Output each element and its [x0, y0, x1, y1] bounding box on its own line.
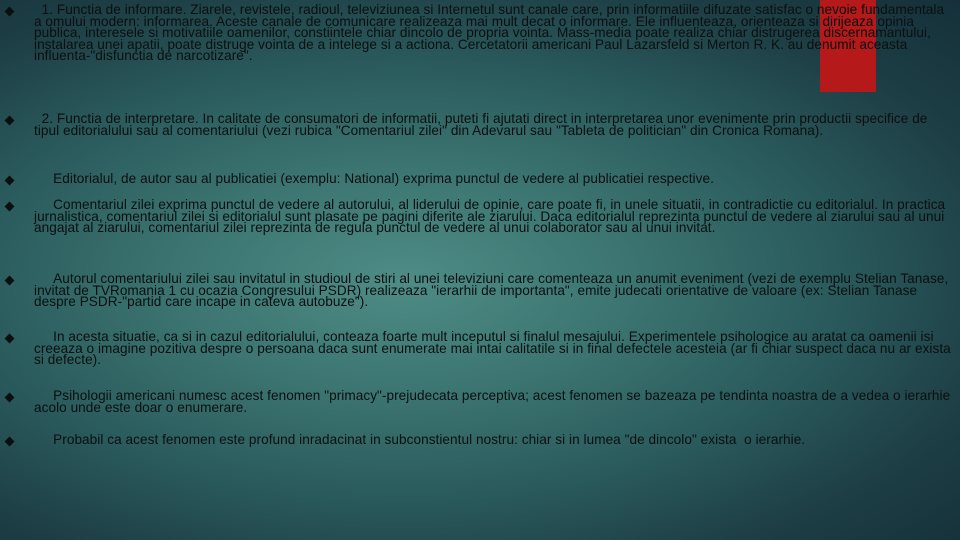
diamond-bullet-icon: [5, 334, 15, 344]
bullet-text: Autorul comentariului zilei sau invitatul in studioul de stiri al unei televiziuni care comenteaza un anumit eveniment (vezi de exemplu Stelian Tanase, invitat de TVRomania 1 cu ocazia Congresului PSDR) realizeaza "ierarhii de importanta", emite judecati orientative de valoare (ex: Stelian Tanase despre PSDR-"partid care incape in cateva autobuze").: [34, 271, 953, 309]
diamond-bullet-icon: [5, 202, 15, 212]
bullet-text: Editorialul, de autor sau al publicatiei (exemplu: National) exprima punctul de vedere al publicatiei respective.: [34, 171, 714, 186]
bullet-text: 1. Functia de informare. Ziarele, revistele, radioul, televiziunea si Internetul sunt canale care, prin informatiile difuzate satisfac o nevoie fundamentala a omului modern: informarea. Aceste canale de comunicare realizeaza mai mult decat o informare. Ele influenteaza, orienteaza si dirijeaza opinia publica, interesele si motivatiile oamenilor, constiintele chiar dincolo de propria vointa. Mass-media poate realiza chiar distrugerea discernamantului, instalarea unei apatii, poate distruge vointa de a intelege si a actiona. Cercetatorii americani Paul Lazarsfeld si Merton R. K. au denumit aceasta influenta-"disfunctia de narcotizare".: [34, 2, 948, 63]
diamond-bullet-icon: [5, 116, 15, 126]
bullet-text: In acesta situatie, ca si in cazul editorialului, conteaza foarte mult inceputul si finalul mesajului. Experimentele psihologice au aratat ca oamenii isi creeaza o imagine pozitiva despre o persoana daca sunt enumerate mai intai calitatile si in final defectele acesteia (ar fi chiar suspect daca nu ar exista si defecte).: [34, 329, 955, 367]
bullet-text: Comentariul zilei exprima punctul de vedere al autorului, al liderului de opinie, care poate fi, in unele situatii, in contradictie cu editorialul. In practica jurnalistica, comentariul zilei si editorialul sunt plasate pe pagini diferite ale ziarului. Daca editorialul reprezinta punctul de vedere al ziarului sau al unui angajat al ziarului, comentariul zilei reprezinta de regula punctul de vedere al unui colaborator sau al unui invitat.: [34, 197, 949, 235]
diamond-bullet-icon: [5, 437, 15, 447]
bullet-text: Psihologii americani numesc acest fenomen "primacy"-prejudecata perceptiva; acest fenomen se bazeaza pe tendinta noastra de a vedea o ierarhie acolo unde este doar o enumerare.: [34, 388, 955, 415]
diamond-bullet-icon: [5, 176, 15, 186]
bullet-text: 2. Functia de interpretare. In calitate de consumatori de informatii, puteti fi ajutati direct in interpretarea unor evenimente prin productii specifice de tipul editorialului sau al comentariului (vezi rubica "Comentariul zilei" din Adevarul sau "Tableta de politician" din Cronica Romana).: [34, 111, 932, 138]
bullet-text: Probabil ca acest fenomen este profund inradacinat in subconstientul nostru: chiar si in lumea "de dincolo" exista o ierarhie.: [34, 432, 806, 447]
diamond-bullet-icon: [5, 276, 15, 286]
diamond-bullet-icon: [5, 393, 15, 403]
diamond-bullet-icon: [5, 7, 15, 17]
